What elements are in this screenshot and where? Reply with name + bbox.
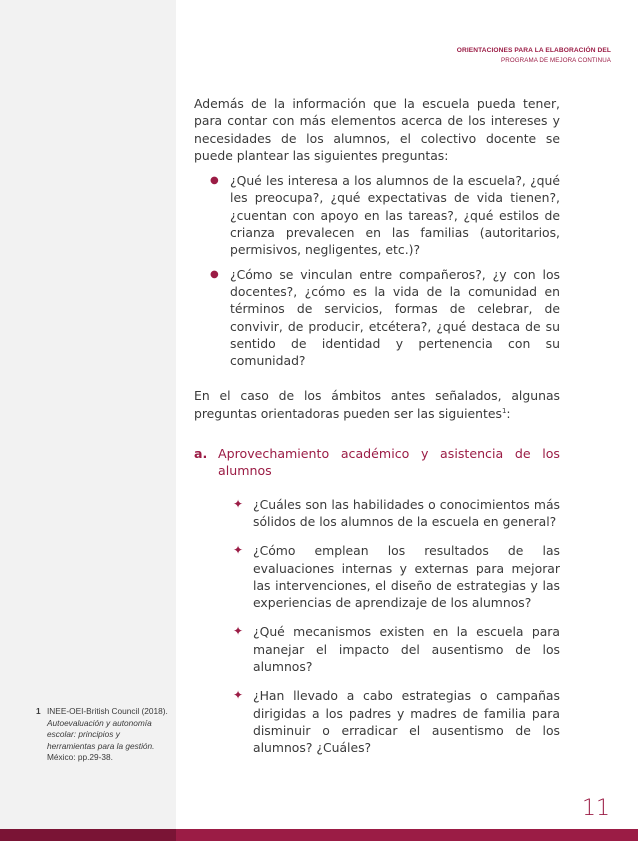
list-item [233,687,560,756]
bullet-text: ¿Cómo se vinculan entre compañeros?, ¿y con los docentes?, ¿cómo es la vida de la comunidad en términos de servicios, formas de celebrar, de convivir, de producir, etcétera?, ¿qué destaca de su sentido de identidad y pertenencia con su comunidad? [230,266,560,369]
section-letter: a. [194,446,208,462]
footnote-reference: 1 [501,406,507,415]
section-heading-a [194,445,560,480]
question-text: ¿Cómo emplean los resultados de las evaluaciones internas y externas para mejorar las intervenciones, el diseño de estrategias y las experiencias de aprendizaje de los alumnos? [253,543,560,611]
paragraph-suffix: : [506,405,511,421]
running-header [457,46,611,66]
list-item [233,496,560,531]
section-a-questions [194,496,560,757]
page-number: 11 [582,796,610,821]
star-bullet-icon: ✦ [233,543,244,558]
bottom-bar [0,829,638,841]
question-text: ¿Han llevado a cabo estrategias o campañas dirigidas a los padres y madres de familia para disminuir o erradicar el ausentismo de los alumnos? ¿Cuáles? [253,688,560,756]
paragraph-text: En el caso de los ámbitos antes señalados, algunas preguntas orientadoras pueden ser las siguientes [194,388,560,421]
bottom-bar-margin-segment [0,829,176,841]
question-list [194,172,560,369]
footnote [36,706,169,764]
main-content [194,95,560,769]
list-item [210,172,560,258]
footnote-title: Autoevaluación y autonomía escolar: principios y herramientas para la gestión. [47,717,155,751]
bullet-dot-icon: ● [210,175,219,187]
star-bullet-icon: ✦ [233,688,244,703]
list-item [233,542,560,611]
section-title: Aprovechamiento académico y asistencia de los alumnos [218,446,560,479]
guiding-questions-paragraph [194,387,560,422]
list-item [233,623,560,675]
question-text: ¿Qué mecanismos existen en la escuela para manejar el impacto del ausentismo de los alumnos? [253,624,560,675]
intro-paragraph: Además de la información que la escuela pueda tener, para contar con más elementos acerca de los intereses y necesidades de los alumnos, el colectivo docente se puede plantear las siguientes preguntas: [194,96,560,163]
bullet-dot-icon: ● [210,268,219,280]
star-bullet-icon: ✦ [233,624,244,639]
star-bullet-icon: ✦ [233,496,244,511]
header-line-1: ORIENTACIONES PARA LA ELABORACIÓN DEL [456,47,611,54]
question-text: ¿Cuáles son las habilidades o conocimientos más sólidos de los alumnos de la escuela en general? [253,496,560,529]
footnote-number: 1 [36,706,41,716]
footnote-text-end: México: pp.29-38. [47,752,113,762]
header-line-2: PROGRAMA DE MEJORA CONTINUA [501,57,611,64]
list-item [210,266,560,370]
bullet-text: ¿Qué les interesa a los alumnos de la escuela?, ¿qué les preocupa?, ¿qué expectativas de vida tienen?, ¿cuentan con apoyo en las tareas?, ¿qué estilos de crianza prevalecen en las familias (autoritarios, permisivos, negligentes, etc.)? [230,173,560,258]
footnote-text-start: INEE-OEI-British Council (2018). [47,706,168,716]
